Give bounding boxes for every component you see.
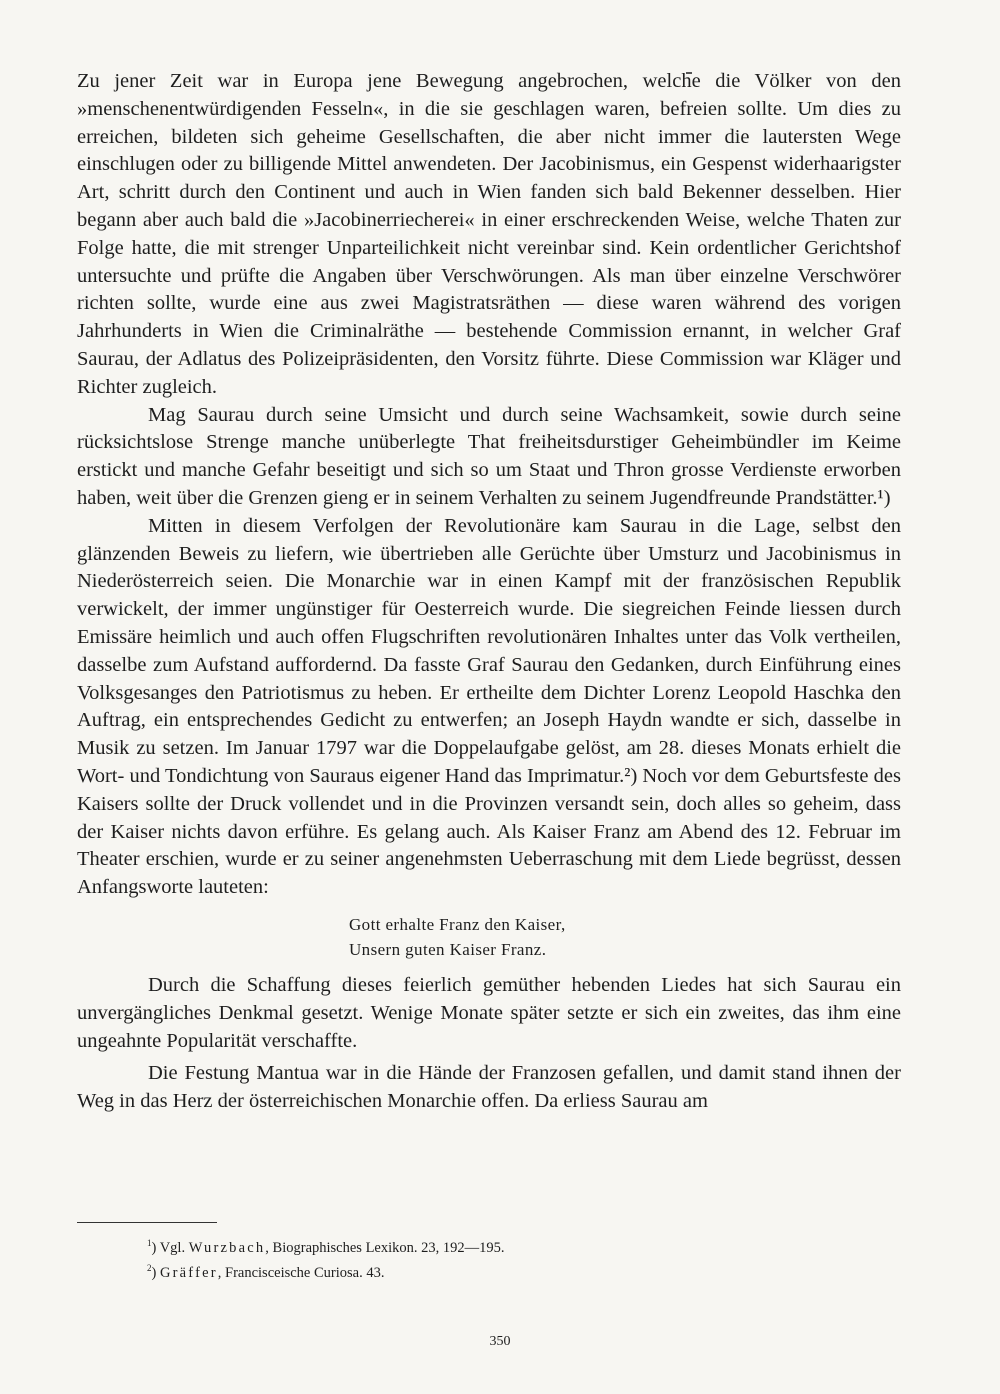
footnote-2-author: Gräffer bbox=[159, 1264, 218, 1281]
footnotes bbox=[147, 1233, 505, 1283]
paragraph-1: Zu jener Zeit war in Europa jene Bewegung angebrochen, welche die Völker von den »menschenentwürdigenden Fesseln«, in die sie geschlagen waren, befreien sollte. Um dies zu erreichen, bildeten sich geheime Gesellschaften, die aber nicht immer die lautersten Wege einschlugen oder zu billigende Mittel anwendeten. Der Jacobinismus, ein Gespenst widerhaarigster Art, schritt durch den Continent und auch in Wien fanden sich bald Bekenner desselben. Hier begann aber auch bald die »Jacobinerriecherei« in einer erschreckenden Weise, welche Thaten zur Folge hatte, die mit strenger Unparteilichkeit nicht vereinbar sind. Kein ordentlicher Gerichtshof untersuchte und prüfte die Angaben über Verschwörungen. Als man über einzelne Verschwörer richten sollte, wurde eine aus zwei Magistratsräthen — diese waren während des vorigen Jahrhunderts in Wien die Criminalräthe — bestehende Commission ernannt, in welcher Graf Saurau, der Adlatus des Polizeipräsidenten, den Vorsitz führte. Diese Commission war Kläger und Richter zugleich. bbox=[77, 70, 901, 398]
verse-line-1: Gott erhalte Franz den Kaiser, bbox=[349, 914, 566, 934]
footnote-1-author: Wurzbach bbox=[188, 1239, 266, 1256]
footnote-1-text: , Biographisches Lexikon. 23, 192—195. bbox=[265, 1239, 505, 1256]
paragraph-4: Durch die Schaffung dieses feierlich gemüther hebenden Liedes hat sich Saurau ein unvergängliches Denkmal gesetzt. Wenige Monate später setzte er sich ein zweites, das ihm eine ungeahnte Popularität verschaffte. bbox=[77, 973, 901, 1052]
paragraph-3: Mitten in diesem Verfolgen der Revolutionäre kam Saurau in die Lage, selbst den glänzenden Beweis zu liefern, wie übertrieben alle Gerüchte über Umsturz und Jacobinismus in Niederösterreich seien. Die Monarchie war in einen Kampf mit der französischen Republik verwickelt, der immer ungünstiger für Oesterreich wurde. Die siegreichen Feinde liessen durch Emissäre heimlich und auch offen Flugschriften revolutionären Inhaltes unter das Volk vertheilen, dasselbe zum Aufstand auffordernd. Da fasste Graf Saurau den Gedanken, durch Einführung eines Volksgesanges den Patriotismus zu heben. Er ertheilte dem Dichter Lorenz Leopold Haschka den Auftrag, ein entsprechendes Gedicht zu entwerfen; an Joseph Haydn wandte er sich, dasselbe in Musik zu setzen. Im Januar 1797 war die Doppelaufgabe gelöst, am 28. dieses Monats erhielt die Wort- und Tondichtung von Sauraus eigener Hand das Imprimatur.²) Noch vor dem Geburtsfeste des Kaisers sollte der Druck vollendet und in die Provinzen versandt sein, doch alles so geheim, dass der Kaiser nichts davon erführe. Es gelang auch. Als Kaiser Franz am Abend des 12. Februar im Theater erschien, wurde er zu seiner angenehmsten Ueberraschung mit dem Liede begrüsst, dessen Anfangsworte lauteten: bbox=[77, 514, 901, 899]
page-number: 350 bbox=[489, 1334, 511, 1349]
page-text bbox=[77, 68, 901, 1116]
song-verse bbox=[349, 912, 901, 962]
paragraph-5: Die Festung Mantua war in die Hände der Franzosen gefallen, und damit stand ihnen der Weg in das Herz der österreichischen Monarchie offen. Da erliess Saurau am bbox=[77, 1062, 901, 1113]
footnote-1: $^1$) Vgl. Wurzbach, Biographisches Lexikon. 23, 192—195. bbox=[147, 1238, 505, 1256]
footnote-2-text: , Francisceische Curiosa. 43. bbox=[217, 1264, 385, 1281]
footnote-divider bbox=[77, 1222, 217, 1223]
footnote-2-marker: 2 bbox=[147, 1262, 152, 1273]
verse-line-2: Unsern guten Kaiser Franz. bbox=[349, 939, 547, 959]
footnote-2: $^2$) Gräffer, Francisceische Curiosa. 43. bbox=[147, 1262, 385, 1281]
footnote-1-marker: 1 bbox=[147, 1238, 152, 1248]
paragraph-2: Mag Saurau durch seine Umsicht und durch seine Wachsamkeit, sowie durch seine rücksichtslose Strenge manche unüberlegte That freiheitsdurstiger Geheimbündler im Keime erstickt und manche Gefahr beseitigt und sich so um Staat und Thron grosse Verdienste erworben haben, weit über die Grenzen gieng er in seinem Verhalten zu seinem Jugendfreunde Prandstätter.¹) bbox=[77, 403, 901, 509]
